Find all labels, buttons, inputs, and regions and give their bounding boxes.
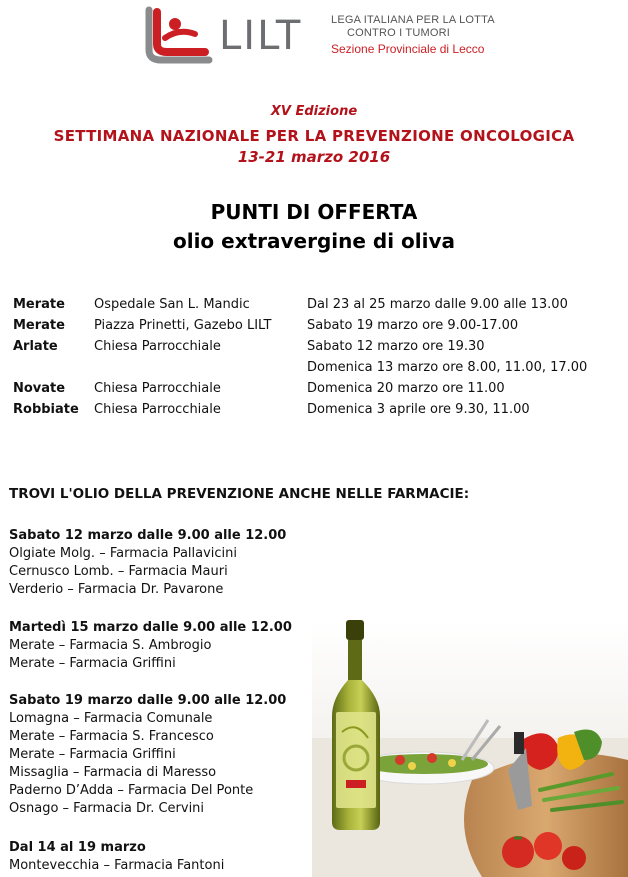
page-subtitle: olio extravergine di oliva (172, 229, 456, 253)
row-when: Domenica 13 marzo ore 8.00, 11.00, 17.00 (307, 360, 588, 375)
row-when: Sabato 12 marzo ore 19.30 (307, 339, 485, 354)
event-dates: 13-21 marzo 2016 (237, 148, 391, 166)
row-place: Chiesa Parrocchiale (94, 339, 221, 354)
row-town: Merate (13, 297, 65, 312)
lilt-logo-mark-icon (135, 4, 215, 66)
row-town: Robbiate (13, 402, 79, 417)
olive-oil-product-photo (312, 620, 628, 877)
list-item: Paderno D’Adda – Farmacia Del Ponte (9, 783, 254, 798)
list-item: Cernusco Lomb. – Farmacia Mauri (9, 564, 228, 579)
day-heading: Dal 14 al 19 marzo (9, 840, 146, 855)
pharmacy-day-block (9, 839, 224, 875)
row-when: Sabato 19 marzo ore 9.00-17.00 (307, 318, 519, 333)
list-item: Olgiate Molg. – Farmacia Pallavicini (9, 546, 238, 561)
list-item: Merate – Farmacia Griffini (9, 656, 176, 671)
row-town: Merate (13, 318, 65, 333)
pharmacies-title: TROVI L'OLIO DELLA PREVENZIONE ANCHE NELLE FARMACIE: (9, 486, 470, 502)
event-name: SETTIMANA NAZIONALE PER LA PREVENZIONE ONCOLOGICA (53, 127, 575, 145)
org-name-line1: LEGA ITALIANA PER LA LOTTA (331, 14, 495, 26)
list-item: Osnago – Farmacia Dr. Cervini (9, 801, 205, 816)
org-name-line2: CONTRO I TUMORI (347, 27, 451, 39)
day-heading: Sabato 12 marzo dalle 9.00 alle 12.00 (9, 528, 287, 543)
page-title: PUNTI DI OFFERTA (210, 200, 418, 224)
logo-wordmark: LILT (219, 13, 303, 59)
lilt-logo (135, 4, 495, 66)
list-item: Verderio – Farmacia Dr. Pavarone (9, 582, 224, 597)
day-heading: Sabato 19 marzo dalle 9.00 alle 12.00 (9, 693, 287, 708)
pharmacy-day-block (9, 527, 286, 599)
row-when: Dal 23 al 25 marzo dalle 9.00 alle 13.00 (307, 297, 568, 312)
row-town: Novate (13, 381, 66, 396)
row-town: Arlate (13, 339, 58, 354)
event-edition: XV Edizione (270, 104, 358, 119)
list-item: Merate – Farmacia S. Ambrogio (9, 638, 212, 653)
list-item: Montevecchia – Farmacia Fantoni (9, 858, 225, 873)
row-place: Chiesa Parrocchiale (94, 402, 221, 417)
pharmacy-day-block (9, 692, 286, 818)
row-place: Ospedale San L. Mandic (94, 297, 250, 312)
row-place: Piazza Prinetti, Gazebo LILT (94, 318, 272, 333)
list-item: Lomagna – Farmacia Comunale (9, 711, 213, 726)
row-when: Domenica 20 marzo ore 11.00 (307, 381, 505, 396)
row-place: Chiesa Parrocchiale (94, 381, 221, 396)
list-item: Missaglia – Farmacia di Maresso (9, 765, 217, 780)
day-heading: Martedì 15 marzo dalle 9.00 alle 12.00 (9, 620, 292, 635)
list-item: Merate – Farmacia Griffini (9, 747, 176, 762)
org-section: Sezione Provinciale di Lecco (331, 42, 485, 56)
row-when: Domenica 3 aprile ore 9.30, 11.00 (307, 402, 530, 417)
list-item: Merate – Farmacia S. Francesco (9, 729, 214, 744)
pharmacy-day-block (9, 619, 292, 673)
